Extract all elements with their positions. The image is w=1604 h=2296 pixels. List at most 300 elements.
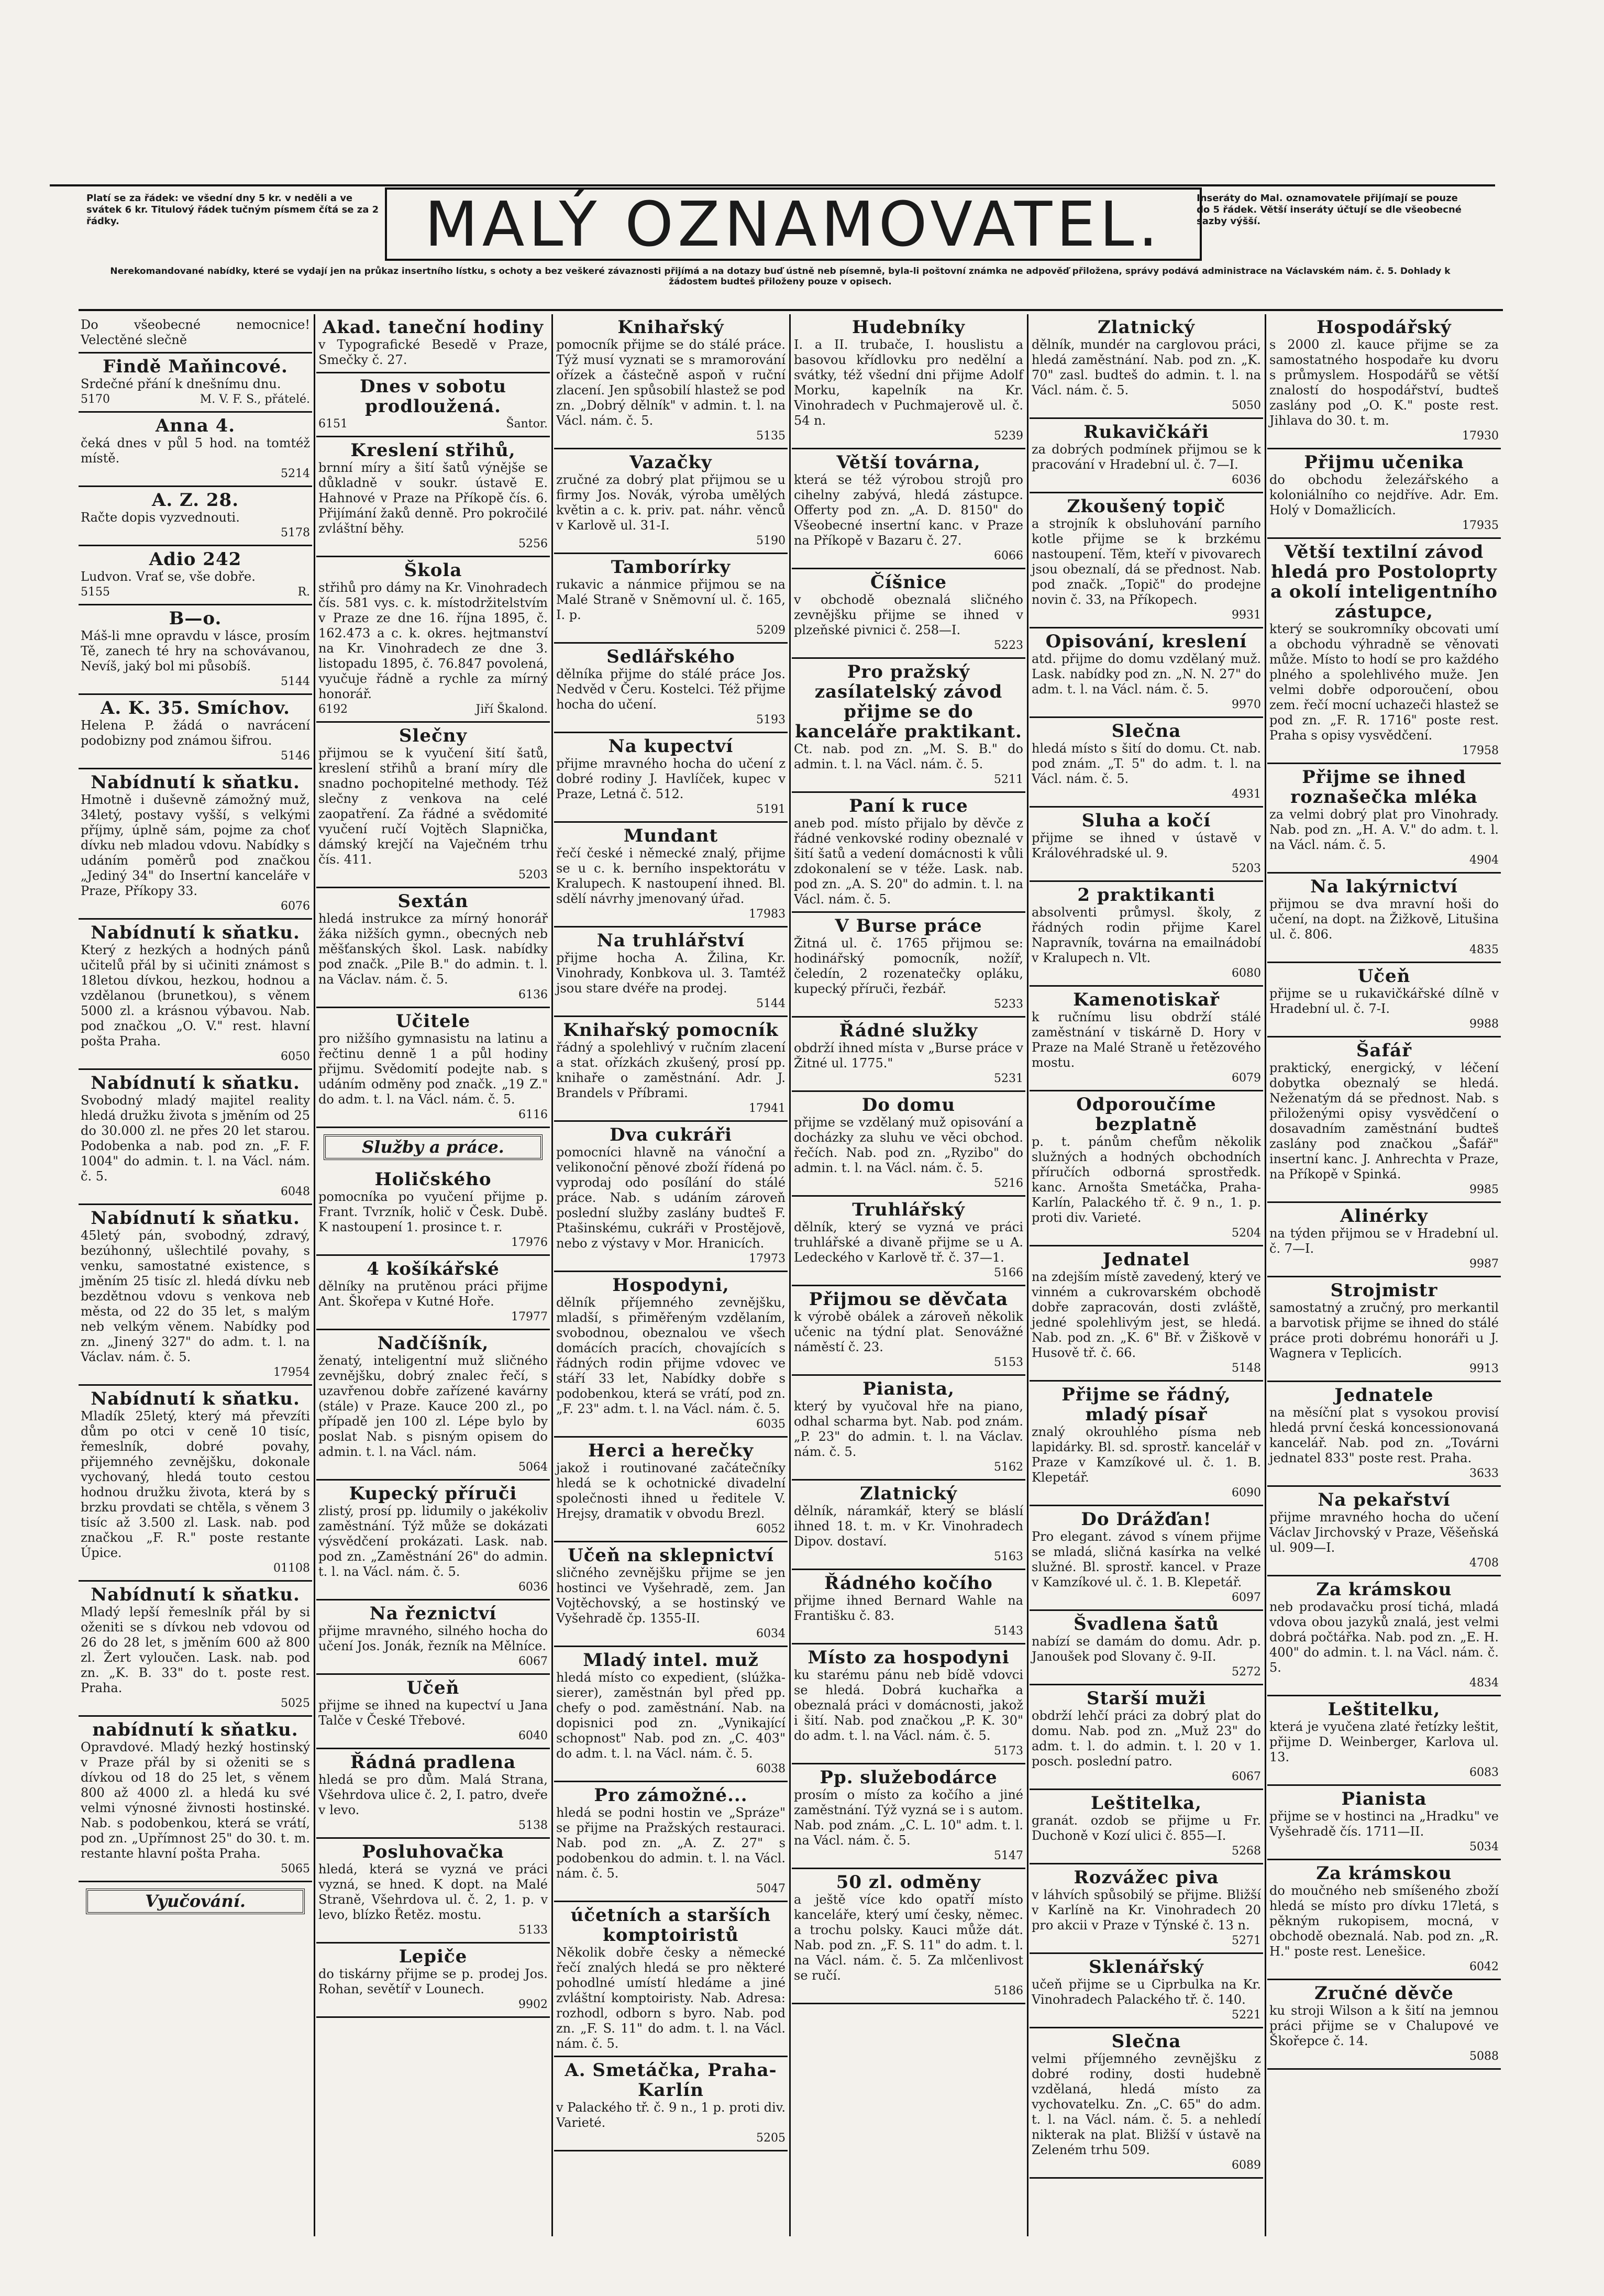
classified-ad	[554, 1542, 788, 1647]
ad-signature: 17935	[1462, 519, 1499, 532]
ad-heading: Jednatel	[1102, 1249, 1190, 1270]
classified-ad	[1267, 1203, 1501, 1277]
ad-text: na zdejším místě zavedený, který ve vinném a cukrovarském obchodě dobře zapracován, dosti zvláště, jedné spolehlivým jest, se hledá. Nab. pod zn. „K. 6" Bř. v Žiškově v Husově tř. č. 66.	[1032, 1270, 1261, 1360]
ad-footer	[318, 1654, 548, 1669]
column-6	[1267, 314, 1501, 2236]
ad-heading: Sedlářského	[606, 646, 735, 667]
classified-ad	[1267, 1786, 1501, 1860]
ad-text: Helena P. žádá o navrácení podobizny pod známou šifrou.	[81, 718, 310, 748]
column-5	[1030, 314, 1263, 2236]
ad-footer	[556, 1417, 786, 1432]
classified-ad	[792, 1286, 1025, 1376]
ad-footer	[1032, 1070, 1261, 1086]
ad-heading: Adio 242	[149, 549, 242, 570]
ad-heading: Pro pražský zasílatelský závod přijme se do kanceláře praktikant.	[795, 661, 1022, 742]
classified-ad	[316, 723, 550, 888]
ad-heading: Za krámskou	[1316, 1579, 1452, 1600]
ad-text: k výrobě obálek a zároveň několik učenic na týdní plat. Senovážné náměstí č. 23.	[794, 1309, 1023, 1354]
ad-signature: 5223	[994, 639, 1023, 652]
ad-footer	[556, 802, 786, 817]
classified-ad	[792, 1018, 1025, 1092]
ad-text: pomocník přijme se do stálé práce. Týž musí vyznati se s mramorování ořízek a částečně aspoň v ruční zlacení. Jen spůsobilí hlastež se pod zn. „Dobrý dělník" v admin. t. l. na Václ. nám. č. 5.	[556, 337, 786, 428]
ad-footer	[1032, 697, 1261, 712]
ad-heading: Nadčíšník,	[377, 1333, 489, 1354]
ad-signature: 17983	[749, 908, 786, 921]
classified-ad	[554, 644, 788, 733]
masthead-note: Nerekomandované nabídky, které se vydají jen na průkaz insertního lístku, s ochoty a bez veškeré závaznosti přijímá a na dotazy buď ústně neb písemně, byla-li poštovní známka ne adpověď přiložena, správy podává administrace na Václavském nám. č. 5. Dohlady k žádostem budteš přiloženy pouze v opisech.	[110, 266, 1451, 287]
ad-footer	[81, 1696, 310, 1711]
ad-heading: Hospodyni,	[612, 1275, 729, 1296]
ad-heading: Kreslení střihů,	[350, 440, 516, 461]
ad-text: za velmi dobrý plat pro Vinohrady. Nab. pod zn. „H. A. V." do adm. t. l. na Václ. nám. č. 5.	[1269, 807, 1499, 852]
ad-footer	[1269, 853, 1499, 868]
ad-heading: nabídnutí k sňatku.	[92, 1719, 298, 1740]
ad-footer	[318, 1460, 548, 1475]
ad-text: jakož i routinované začátečníky hledá se k ochotnické divadelní společnosti ihned u ředitele V. Hrejsy, dramatik v obvodu Brezl.	[556, 1461, 786, 1521]
ad-text: učeň přijme se u Ciprbulka na Kr. Vinohradech Palackého tř. č. 140.	[1032, 1977, 1261, 2007]
ad-signature: M. V. F. S., přátelé.	[200, 393, 310, 406]
ad-footer	[318, 867, 548, 882]
ad-signature: 17976	[511, 1236, 548, 1249]
ad-signature: Šantor.	[506, 417, 548, 431]
ad-heading: Lepiče	[399, 1946, 468, 1967]
classified-ad	[1030, 808, 1263, 882]
ad-heading: Švadlena šatů	[1074, 1614, 1219, 1635]
ad-signature: 17973	[749, 1252, 786, 1265]
ad-signature: 5143	[994, 1625, 1023, 1638]
ad-signature: 6066	[994, 549, 1023, 562]
ad-signature: 17941	[749, 1102, 786, 1115]
ad-footer	[1269, 1959, 1499, 1974]
ad-heading: Přijme se řádný, mladý písař	[1061, 1384, 1231, 1425]
ad-footer	[556, 1521, 786, 1537]
ad-heading: Slečna	[1111, 2031, 1181, 2052]
column-divider	[1265, 314, 1266, 2236]
column-1	[79, 314, 312, 2236]
classified-ad	[316, 557, 550, 723]
ad-text: Svobodný mladý majitel reality hledá družku života s jměním od 25 do 30.000 zl. ne přes 20 let starou. Podobenka a nab. pod zn. „F. F. 1004" do admin. t. l. na Václ. nám. č. 5.	[81, 1093, 310, 1184]
classified-ad	[1267, 1382, 1501, 1487]
ad-footer	[318, 1818, 548, 1833]
ad-text: a strojník k obsluhování parního kotle přijme se k brzkému nastoupení. Těm, kteří v pivovarech jsou obeznalí, dá se přednost. Nab. pod značk. „Topič" do prodejne novin č. 33, na Příkopech.	[1032, 516, 1261, 607]
ad-signature: 5211	[994, 773, 1023, 786]
ad-heading: Starší muži	[1086, 1688, 1206, 1709]
ad-text: Který z hezkých a hodných pánů učitelů přál by si učiniti známost s 18letou dívkou, hezkou, hodnou a vzdělanou (brunetkou), s věnem 5000 zl. a krásnou výbavou. Nab. pod značkou „O. V." rest. hlavní pošta Praha.	[81, 943, 310, 1048]
ad-signature: 5272	[1232, 1665, 1261, 1679]
ad-footer	[318, 702, 548, 717]
ad-text: obdrží lehčí práci za dobrý plat do domu. Nab. pod zn. „Muž 23" do adm. t. l. do admin. t. l. 20 v 1. posch. poslední patro.	[1032, 1708, 1261, 1769]
classified-ad	[792, 569, 1025, 659]
classified-ad	[316, 1839, 550, 1944]
ad-text: hledá, která se vyzná ve práci vyzná, se hned. K dopt. na Malé Straně, Všehrdova ul. č. 2, 1. p. v levo, blízko Řetěz. mostu.	[318, 1862, 548, 1922]
classified-ad	[1030, 1506, 1263, 1611]
ad-signature: 5233	[994, 998, 1023, 1011]
ad-footer	[794, 1848, 1023, 1863]
classified-ad	[792, 1376, 1025, 1481]
ad-text: Žitná ul. č. 1765 přijmou se: hodinářský pomocník, nožíř, čeledín, 2 rozenatečky opláku, kupecký příruči, řezbář.	[794, 936, 1023, 996]
ad-text: Opravdové. Mladý hezký hostinský v Praze přál by si oženiti se s dívkou od 18 do 25 let, s věnem 800 až 4000 zl. a hledá ku své velmi výnosné živnosti hostinské. Nab. s podobenkou, která se vrátí, pod zn. „Upřímnost 25" do 30. t. m. restante hlavní pošta Praha.	[81, 1740, 310, 1861]
ad-footer	[1032, 1361, 1261, 1376]
ad-signature: 9970	[1232, 698, 1261, 711]
ad-footer	[1032, 1769, 1261, 1784]
ad-heading: Slečna	[1111, 721, 1181, 742]
classified-ad	[1030, 419, 1263, 493]
ad-text: Do všeobecné nemocnice! Velectěné slečně	[81, 317, 310, 347]
ad-heading: Truhlářský	[852, 1199, 965, 1220]
ad-text: velmi příjemného zevnějšku z dobré rodiny, dosti hudebně vzdělaná, hledá místo za vychovatelku. Zn. „C. 65" do adm. t. l. na Václ. nám. č. 5. a nehledí nikterak na plat. Bližší v ústavě na Zeleném trhu 509.	[1032, 2051, 1261, 2157]
classified-ad	[79, 546, 312, 605]
ad-footer	[794, 1265, 1023, 1281]
ad-signature: 5034	[1469, 1840, 1499, 1853]
top-rule	[50, 184, 1495, 186]
ad-footer	[1269, 2049, 1499, 2064]
ad-heading: Řádné služky	[839, 1020, 978, 1041]
classified-ad	[1267, 314, 1501, 449]
classified-ad	[792, 1869, 1025, 2004]
ad-heading: Sextán	[397, 891, 469, 912]
ad-signature: 5209	[756, 624, 786, 637]
classified-ad	[316, 1675, 550, 1749]
classified-ad	[79, 1070, 312, 1205]
ad-signature: 4708	[1469, 1557, 1499, 1570]
ad-signature: 5162	[994, 1461, 1023, 1474]
ad-heading: Vazačky	[629, 452, 712, 473]
classified-ad	[1267, 1576, 1501, 1696]
ad-number: 5155	[81, 586, 110, 599]
classified-ad	[1267, 764, 1501, 874]
ad-text: obdrží ihned místa v „Burse práce v Žitné ul. 1775."	[794, 1041, 1023, 1070]
ad-footer	[1032, 861, 1261, 876]
ad-text: zlistý, prosí pp. lidumily o jakékoliv zaměstnání. Týž může se dokázati výsvědčení prokázati. Lask. nab. pod zn. „Zaměstnání 26" do admin. t. l. na Václ. nám. č. 5.	[318, 1504, 548, 1579]
ad-text: přijme hocha A. Žilina, Kr. Vinohrady, Konbkova ul. 3. Tamtéž jsou stare dvéře na prodej.	[556, 951, 786, 996]
classified-ad	[1030, 1246, 1263, 1382]
classified-ad	[79, 769, 312, 920]
ad-heading: Leštitelka,	[1091, 1793, 1202, 1814]
ad-text: k ručnímu lisu obdrží stálé zaměstnání v tiskárně D. Hory v Praze na Malé Straně u řetězového mostu.	[1032, 1010, 1261, 1070]
ad-heading: Mladý intel. muž	[583, 1650, 759, 1671]
ad-footer	[1032, 608, 1261, 623]
ad-text: hledá místo s šití do domu. Ct. nab. pod znám. „T. 5" do adm. t. l. na Václ. nám. č. 5.	[1032, 741, 1261, 786]
classified-ad	[1267, 1487, 1501, 1576]
ad-text: znalý okrouhlého písma neb lapidárky. Bl. sd. sprostř. kancelář v Praze v Kamzíkové ul. č. 1. B. Klepetář.	[1032, 1425, 1261, 1485]
ad-heading: Číšnice	[870, 572, 947, 593]
ad-footer	[1032, 398, 1261, 413]
ad-text: Mladý lepší řemeslník přál by si oženiti se s dívkou neb vdovou od 26 do 28 let, s jměním 600 až 800 zl. Žert vyloučen. Lask. nab. pod zn. „K. B. 33" do t. poste rest. Praha.	[81, 1605, 310, 1695]
ad-heading: Nabídnutí k sňatku.	[91, 1208, 300, 1229]
classified-ad	[316, 1600, 550, 1675]
ad-signature: 5147	[994, 1849, 1023, 1862]
classified-ad	[792, 449, 1025, 569]
classified-ad	[1267, 1037, 1501, 1203]
ad-footer	[1032, 1226, 1261, 1241]
ad-text: granát. ozdob se přijme u Fr. Duchoně v Kozí ulici č. 855—I.	[1032, 1813, 1261, 1843]
masthead-bottom-rule	[79, 309, 1503, 311]
ad-footer	[81, 1184, 310, 1199]
ad-text: rukavic a nánmice přijmou se na Malé Straně v Sněmovní ul. č. 165, I. p.	[556, 577, 786, 622]
ad-heading: Herci a herečky	[588, 1440, 754, 1461]
ad-text: samostatný a zručný, pro merkantil a barvotisk přijme se ihned do stálé práce proti dobrému honoráři u J. Wagnera v Teplicích.	[1269, 1300, 1499, 1361]
ad-heading: Nabídnutí k sňatku.	[91, 922, 300, 943]
ad-text: 45letý pán, svobodný, zdravý, bezúhonný, ušlechtilé povahy, s venku, samostatné existence, s jměním 25 tisíc zl. hledá dívku neb bezdětnou vdovu s venkova neb města, od 22 do 35 let, s malým neb velkým věnem. Nabídky pod zn. „Jinený 327" do adm. t. l. na Václav. nám. č. 5.	[81, 1228, 310, 1364]
ad-footer	[1269, 1839, 1499, 1855]
ad-footer	[81, 392, 310, 407]
ad-heading: Tamborírky	[611, 557, 731, 578]
ad-signature: 5138	[518, 1819, 548, 1832]
ad-heading: Odporoučíme bezplatně	[1076, 1094, 1216, 1135]
ad-signature: 9902	[518, 1998, 548, 2011]
classified-ad	[1030, 1790, 1263, 1864]
ad-text: ku stroji Wilson a k šití na jemnou práci přijme se v Chalupové ve Škořepce č. 14.	[1269, 2003, 1499, 2048]
classified-ad	[316, 373, 550, 437]
ad-footer	[1269, 1555, 1499, 1571]
ad-signature: 5153	[994, 1356, 1023, 1369]
ad-footer	[1269, 1361, 1499, 1376]
ad-signature: 5214	[281, 467, 310, 480]
ad-text: přijmou se k vyučení šití šatů, kreslení střihů a braní míry dle snadno pochopitelné methody. Též slečny z venkova na celé zaopatření. Za řádné a svědomité vyučení ručí Vojtěch Slapnička, dámský krejčí na Vaječném trhu čís. 411.	[318, 746, 548, 867]
ad-footer	[556, 1881, 786, 1896]
ad-signature: 5163	[994, 1550, 1023, 1563]
ad-heading: Kupecký příruči	[349, 1483, 517, 1504]
ad-signature: 6048	[281, 1185, 310, 1198]
ad-text: sličného zevnějšku přijme se jen hostinci ve Vyšehradě, zem. Jan Vojtěchovský, a se hostinský ve Vyšehradě čp. 1355-II.	[556, 1565, 786, 1626]
ad-signature: Jiří Škalond.	[475, 703, 548, 716]
ad-text: Ct. nab. pod zn. „M. S. B." do admin. t. l. na Václ. nám. č. 5.	[794, 742, 1023, 771]
ad-signature: 5203	[1232, 862, 1261, 875]
ad-signature: 5231	[994, 1072, 1023, 1085]
ad-text: střihů pro dámy na Kr. Vinohradech čís. 581 vys. c. k. místodržitelstvím v Praze ze dne 16. října 1895, č. 162.473 a c. k. okres. hejtmanství na Kr. Vinohradech ze dne 3. listopadu 1895, č. 76.847 povolená, vyučuje řádně a rychle za mírný honorář.	[318, 580, 548, 701]
ad-text: do obchodu železářského a koloniálního co nejdříve. Adr. Em. Holý v Domažlicích.	[1269, 472, 1499, 517]
classified-ad	[1030, 987, 1263, 1091]
ad-text: která je vyučena zlaté řetízky leštit, přijme D. Weinberger, Karlova ul. 13.	[1269, 1719, 1499, 1764]
ad-text: v Palackého tř. č. 9 n., 1 p. proti div. Varieté.	[556, 2100, 786, 2130]
ad-signature: 6079	[1232, 1072, 1261, 1085]
ad-signature: 5216	[994, 1177, 1023, 1190]
ad-text: dělník, který se vyzná ve práci truhlářské a divaně přijme se u A. Ledeckého v Karlově tř. č. 37—1.	[794, 1220, 1023, 1265]
ad-heading: Škola	[404, 560, 462, 581]
ad-signature: 5193	[756, 713, 786, 726]
ad-footer	[318, 1728, 548, 1743]
ad-footer	[794, 772, 1023, 787]
classified-ad	[792, 1197, 1025, 1286]
ad-signature: 9931	[1232, 609, 1261, 622]
ad-heading: V Burse práce	[835, 915, 982, 936]
ad-signature: 17977	[511, 1310, 548, 1323]
ad-text: v Typografické Besedě v Praze, Smečky č. 27.	[318, 337, 548, 367]
classified-ad	[1267, 1696, 1501, 1786]
ad-signature: 4834	[1469, 1676, 1499, 1690]
ad-footer	[318, 1923, 548, 1938]
classified-ad	[792, 659, 1025, 793]
ad-footer	[81, 1861, 310, 1876]
ad-signature: 5178	[281, 526, 310, 539]
ad-signature: 6042	[1469, 1960, 1499, 1973]
ad-footer	[1269, 518, 1499, 533]
ad-footer	[81, 1561, 310, 1576]
ad-text: dělník příjemného zevnějšku, mladší, s přiměřeným vzdělaním, svobodnou, obeznalou ve všech domácích pracích, chovajících s řádných rodin přijme vdovec ve stáří 33 let, Nabídky dobře s podobenkou, která se vrátí, pod zn. „F. 23" adm. t. l. na Václ. nám. č. 5.	[556, 1295, 786, 1416]
ad-heading: Pianista	[1341, 1789, 1427, 1809]
classified-ad	[1267, 539, 1501, 764]
classified-ad	[554, 1017, 788, 1122]
ad-signature: 17958	[1462, 744, 1499, 757]
ad-footer	[1269, 942, 1499, 957]
ad-heading: Holičského	[374, 1169, 492, 1190]
ad-text: Máš-li mne opravdu v lásce, prosím Tě, zanech té hry na schovávanou, Nevíš, jaký bol mi působíš.	[81, 628, 310, 674]
ad-footer	[556, 907, 786, 922]
ad-footer	[81, 584, 310, 600]
ad-signature: 5221	[1232, 2008, 1261, 2022]
ad-signature: 6090	[1232, 1486, 1261, 1499]
classified-ad	[1030, 2028, 1263, 2179]
ad-heading: Za krámskou	[1316, 1863, 1452, 1884]
classified-ad	[554, 1647, 788, 1782]
ad-text: do moučného neb smíšeného zboží hledá se místo pro dívku 17letá, s pěkným rukopisem, mocná, v obchodě obeznalá. Nab. pod zn. „R. H." poste rest. Lenešice.	[1269, 1883, 1499, 1959]
ad-signature: 6038	[756, 1762, 786, 1775]
ad-signature: 5205	[756, 2132, 786, 2145]
ad-signature: 6040	[518, 1729, 548, 1742]
masthead-rates-right: Inseráty do Mal. oznamovatele přijímají se pouze do 5 řádek. Větší inseráty účtují se dle všeobecné sazby výšší.	[1197, 193, 1462, 227]
ad-heading: Leštitelku,	[1328, 1699, 1441, 1720]
ad-text: ku starému pánu neb bídě vdovci se hledá. Dobrá kuchařka a obeznalá práci v domácnosti, jakož i šití. Nab. pod značkou „P. K. 30" do adm. t. l. na Václ. nám. č. 5.	[794, 1668, 1023, 1743]
ad-footer	[1032, 1844, 1261, 1859]
ad-text: hledá se pro dům. Malá Strana, Všehrdova ulice č. 2, I. patro, dveře v levo.	[318, 1772, 548, 1817]
ad-number: 6192	[318, 703, 348, 716]
ad-signature: 5239	[994, 429, 1023, 443]
ad-signature: 5133	[518, 1924, 548, 1937]
ad-footer	[1269, 1182, 1499, 1197]
classified-ad	[79, 695, 312, 769]
ad-footer	[1269, 1466, 1499, 1481]
ad-signature: 9988	[1469, 1018, 1499, 1031]
ad-heading: Pp. služebodárce	[820, 1767, 998, 1788]
ad-heading: Knihařský	[617, 317, 724, 338]
ad-text: nabízí se damám do domu. Adr. p. Janoušek pod Slovany č. 9-II.	[1032, 1634, 1261, 1664]
column-3	[554, 314, 788, 2236]
ad-heading: Findě Maňincové.	[103, 356, 288, 377]
ad-footer	[556, 1626, 786, 1641]
ad-text: řádný a spolehlivý v ručním zlacení a stat. ořízkách zkušený, prosí pp. knihaře o zaměstnání. Adr. J. Brandels v Příbrami.	[556, 1040, 786, 1100]
ad-heading: Sklenářský	[1089, 1957, 1204, 1978]
ad-footer	[556, 996, 786, 1011]
ad-heading: Dva cukráři	[610, 1124, 732, 1145]
ad-heading: Zručné děvče	[1314, 1983, 1454, 2004]
ad-text: dělník, náramkář, který se bláslí ihned 18. t. m. v Kr. Vinohradech Dipov. dostaví.	[794, 1504, 1023, 1549]
ad-footer	[318, 1107, 548, 1122]
ad-footer	[1032, 1590, 1261, 1605]
ad-text: řečí české i německé znalý, přijme se u c. k. berního inspektorátu v Kralupech. K nastoupení ihned. Bl. sdělí návrhy jmenovaný úřad.	[556, 846, 786, 906]
ad-signature: 6034	[756, 1627, 786, 1640]
ad-footer	[794, 1983, 1023, 1999]
ad-signature: 9985	[1469, 1183, 1499, 1196]
ad-signature: 6080	[1232, 967, 1261, 980]
classified-ad	[554, 2057, 788, 2151]
ad-signature: 6136	[518, 988, 548, 1001]
classified-ad	[1267, 874, 1501, 963]
ad-heading: Alinérky	[1340, 1206, 1428, 1227]
ad-text: přijme mravného, silného hocha do učení Jos. Jonák, řezník na Mělníce.	[318, 1624, 548, 1653]
ad-heading: A. Smetáčka, Praha-Karlín	[565, 2060, 777, 2101]
ad-signature: 5025	[281, 1697, 310, 1710]
column-divider	[551, 314, 553, 2236]
column-divider	[789, 314, 791, 2236]
ad-footer	[794, 1176, 1023, 1191]
ad-text: Račte dopis vyzvednouti.	[81, 510, 240, 525]
ad-heading: Jednatele	[1334, 1385, 1434, 1406]
classified-ad	[1030, 1954, 1263, 2028]
ad-signature: 17954	[273, 1366, 310, 1379]
ad-heading: účetních a starších komptoiristů	[570, 1905, 771, 1946]
classified-ad	[554, 733, 788, 823]
classified-ad	[554, 314, 788, 449]
ad-signature: 3633	[1469, 1467, 1499, 1480]
ad-signature: 5064	[518, 1461, 548, 1474]
ad-footer	[318, 1580, 548, 1595]
column-divider	[1027, 314, 1028, 2236]
ad-text: za dobrých podmínek přijmou se k pracování v Hradební ul. č. 7—I.	[1032, 442, 1261, 472]
classified-ad	[79, 1386, 312, 1582]
ad-heading: Nabídnutí k sňatku.	[91, 1073, 300, 1094]
ad-signature: 4931	[1232, 788, 1261, 801]
ad-heading: Pianista,	[862, 1378, 955, 1399]
classified-ad	[1030, 1611, 1263, 1685]
ad-heading: A. K. 35. Smíchov.	[101, 698, 290, 719]
ad-heading: Nabídnutí k sňatku.	[91, 772, 300, 793]
ad-signature: 5268	[1232, 1845, 1261, 1858]
ad-signature: 6097	[1232, 1591, 1261, 1604]
ad-footer	[556, 1251, 786, 1266]
classified-ad	[79, 920, 312, 1070]
ad-footer	[1032, 787, 1261, 802]
masthead	[50, 187, 1474, 287]
ad-footer	[1032, 472, 1261, 488]
ad-heading: A. Z. 28.	[151, 490, 239, 511]
ad-signature: 6067	[1232, 1770, 1261, 1783]
ad-footer	[794, 1355, 1023, 1370]
classified-ad	[79, 354, 312, 413]
ad-signature: 6052	[756, 1522, 786, 1536]
ad-signature: 6067	[518, 1655, 548, 1668]
ad-text: přijme ihned Bernard Wahle na Františku č. 83.	[794, 1593, 1023, 1623]
classified-ad	[1030, 314, 1263, 419]
ad-signature: 5190	[756, 534, 786, 547]
classified-ad	[79, 1582, 312, 1717]
ad-text: atd. přijme do domu vzdělaný muž. Lask. nabídky pod zn. „N. N. 27" do adm. t. l. na Václ. nám. č. 5.	[1032, 652, 1261, 697]
ad-heading: Slečny	[399, 725, 468, 746]
ad-text: absolventi průmysl. školy, z řádných rodin přijme Karel Napravník, továrna na emailnádobí v Kralupech n. Vlt.	[1032, 905, 1261, 965]
ad-signature: 5256	[518, 537, 548, 550]
ad-footer	[556, 1761, 786, 1776]
classified-ad	[79, 1205, 312, 1386]
classified-ad	[1030, 1864, 1263, 1954]
ad-heading: Kamenotiskař	[1073, 989, 1220, 1010]
ad-text: s 2000 zl. kauce přijme se za samostatného hospodaře ku dvoru s průmyslem. Hospodářů se větší znalostí do hospodářství, budteš zaslány pod „O. K." poste rest. Jihlava do 30. t. m.	[1269, 337, 1499, 428]
section-banner: Vyučování.	[86, 1889, 305, 1914]
ad-text: pomocníci hlavně na vánoční a velikonoční pěnové zboží řídená po vyprodaj odo posílání do stálé práce. Nab. s udáním zároveň poslední služby zaslány budteš F. Ptašinskému, cukráři v Prostějově, nebo z výstavy v Mor. Hranicích.	[556, 1145, 786, 1251]
classified-ad	[1030, 1091, 1263, 1246]
ad-text: do tiskárny přijme se p. prodej Jos. Rohan, sevětíř v Lounech.	[318, 1967, 548, 1996]
ad-footer	[81, 525, 310, 540]
ad-text: v láhvích spůsobilý se přijme. Bližší v Karlíně na Kr. Vinohradech 20 pro akcii v Praze v Týnské č. 13 n.	[1032, 1887, 1261, 1933]
ad-footer	[556, 712, 786, 727]
classified-ad	[79, 1717, 312, 1882]
classified-ad	[792, 1481, 1025, 1570]
classified-ad	[792, 1092, 1025, 1197]
ad-heading: Opisování, kreslení	[1045, 631, 1247, 652]
ad-signature: 5191	[756, 803, 786, 816]
column-divider	[314, 314, 315, 2236]
ad-heading: Hudebníky	[852, 317, 965, 338]
ad-heading: Mundant	[623, 825, 718, 846]
classified-ad	[1030, 1685, 1263, 1790]
